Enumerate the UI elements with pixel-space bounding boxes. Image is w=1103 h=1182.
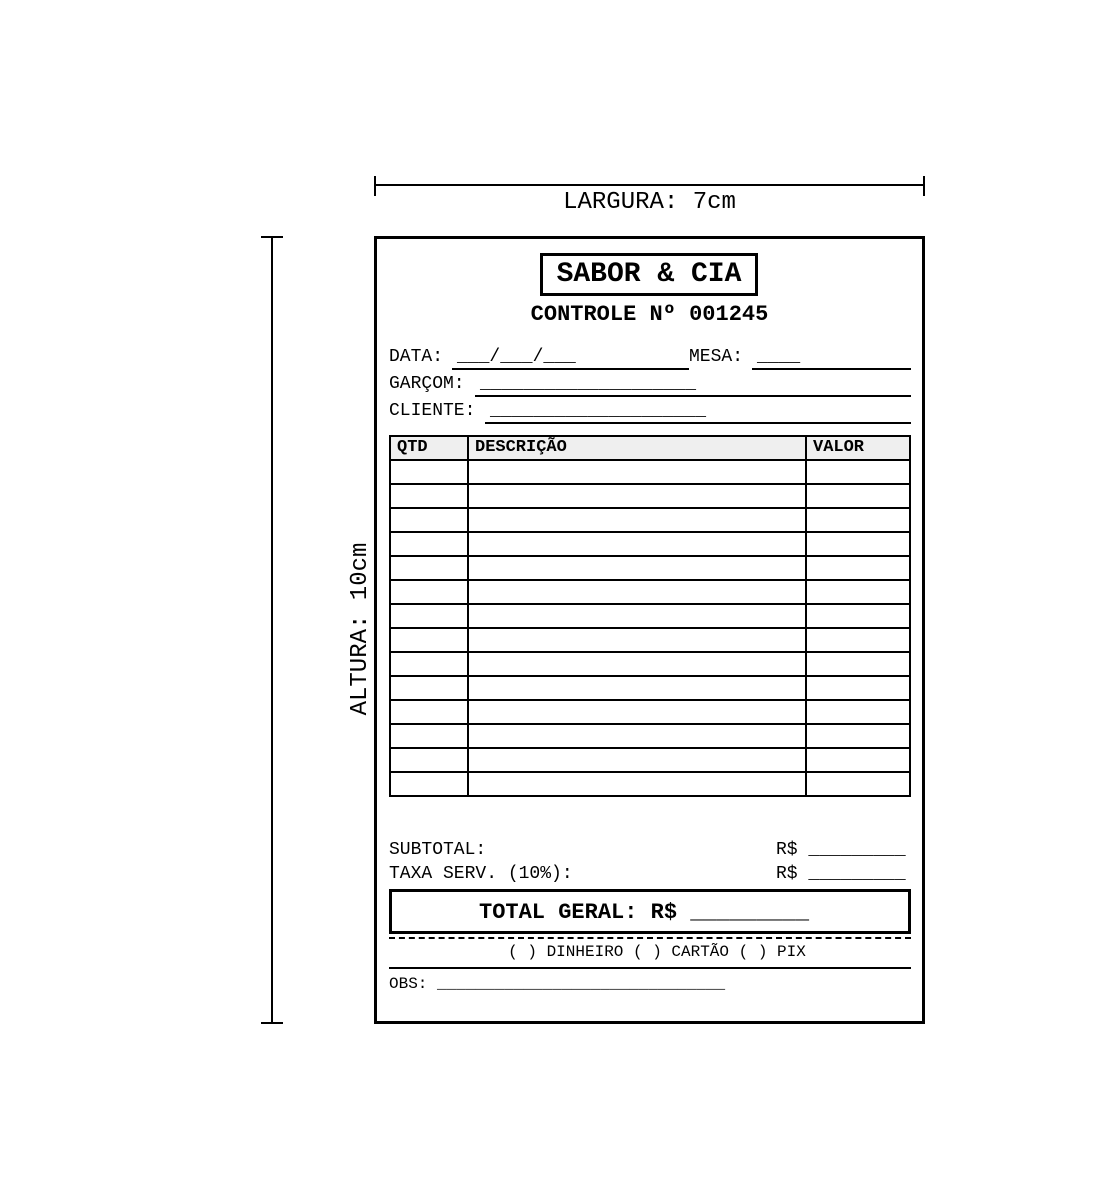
description-cell[interactable] xyxy=(468,532,806,556)
value-cell[interactable] xyxy=(806,652,910,676)
value-column-header: VALOR xyxy=(806,436,910,460)
qty-cell[interactable] xyxy=(390,532,468,556)
description-cell[interactable] xyxy=(468,484,806,508)
item-row[interactable] xyxy=(390,484,910,508)
height-dimension-arrow xyxy=(261,236,283,1024)
date-field[interactable]: ___/___/___ xyxy=(457,347,576,367)
qty-cell[interactable] xyxy=(390,484,468,508)
service-fee-field[interactable]: R$ _________ xyxy=(776,864,906,884)
value-cell[interactable] xyxy=(806,508,910,532)
item-row[interactable] xyxy=(390,460,910,484)
service-fee-label: TAXA SERV. (10%): xyxy=(389,864,573,884)
item-row[interactable] xyxy=(390,676,910,700)
qty-cell[interactable] xyxy=(390,460,468,484)
description-cell[interactable] xyxy=(468,580,806,604)
item-row[interactable] xyxy=(390,724,910,748)
height-dimension-tick-bottom xyxy=(261,1022,283,1024)
qty-cell[interactable] xyxy=(390,628,468,652)
item-row[interactable] xyxy=(390,532,910,556)
subtotal-label: SUBTOTAL: xyxy=(389,840,487,860)
description-cell[interactable] xyxy=(468,508,806,532)
item-row[interactable] xyxy=(390,772,910,796)
value-cell[interactable] xyxy=(806,580,910,604)
height-dimension-tick-top xyxy=(261,236,283,238)
items-header-row xyxy=(390,436,910,460)
waiter-field[interactable]: ____________________ xyxy=(480,374,697,394)
qty-cell[interactable] xyxy=(390,676,468,700)
description-column-header: DESCRIÇÃO xyxy=(468,436,806,460)
value-cell[interactable] xyxy=(806,724,910,748)
value-cell[interactable] xyxy=(806,748,910,772)
brand-name: SABOR & CIA xyxy=(540,253,758,296)
item-row[interactable] xyxy=(390,508,910,532)
date-underline xyxy=(452,368,689,370)
height-dimension-label: ALTURA: 10cm xyxy=(347,542,374,716)
table-label: MESA: xyxy=(689,347,744,367)
qty-cell[interactable] xyxy=(390,556,468,580)
description-cell[interactable] xyxy=(468,604,806,628)
qty-cell[interactable] xyxy=(390,604,468,628)
qty-cell[interactable] xyxy=(390,652,468,676)
date-label: DATA: xyxy=(389,347,444,367)
value-cell[interactable] xyxy=(806,460,910,484)
dashed-divider xyxy=(389,937,911,939)
waiter-label: GARÇOM: xyxy=(389,374,465,394)
description-cell[interactable] xyxy=(468,700,806,724)
value-cell[interactable] xyxy=(806,556,910,580)
waiter-underline xyxy=(475,395,911,397)
client-field[interactable]: ____________________ xyxy=(490,401,707,421)
description-cell[interactable] xyxy=(468,628,806,652)
value-cell[interactable] xyxy=(806,772,910,796)
total-box xyxy=(389,889,911,934)
client-label: CLIENTE: xyxy=(389,401,476,421)
client-underline xyxy=(485,422,911,424)
description-cell[interactable] xyxy=(468,676,806,700)
payment-options[interactable]: ( ) DINHEIRO ( ) CARTÃO ( ) PIX xyxy=(508,943,806,961)
item-row[interactable] xyxy=(390,748,910,772)
qty-cell[interactable] xyxy=(390,748,468,772)
value-cell[interactable] xyxy=(806,604,910,628)
description-cell[interactable] xyxy=(468,460,806,484)
description-cell[interactable] xyxy=(468,724,806,748)
qty-cell[interactable] xyxy=(390,580,468,604)
table-field[interactable]: ____ xyxy=(757,347,801,367)
width-dimension-line xyxy=(374,184,925,186)
item-row[interactable] xyxy=(390,700,910,724)
item-row[interactable] xyxy=(390,652,910,676)
description-cell[interactable] xyxy=(468,652,806,676)
qty-cell[interactable] xyxy=(390,724,468,748)
subtotal-field[interactable]: R$ _________ xyxy=(776,840,906,860)
value-cell[interactable] xyxy=(806,484,910,508)
value-cell[interactable] xyxy=(806,628,910,652)
description-cell[interactable] xyxy=(468,748,806,772)
value-cell[interactable] xyxy=(806,676,910,700)
item-row[interactable] xyxy=(390,556,910,580)
qty-column-header: QTD xyxy=(390,436,468,460)
height-dimension-line xyxy=(271,236,273,1024)
item-row[interactable] xyxy=(390,628,910,652)
qty-cell[interactable] xyxy=(390,700,468,724)
table-underline xyxy=(752,368,911,370)
item-row[interactable] xyxy=(390,580,910,604)
description-cell[interactable] xyxy=(468,772,806,796)
items-table xyxy=(389,435,911,797)
value-cell[interactable] xyxy=(806,532,910,556)
width-dimension-label: LARGURA: 7cm xyxy=(563,189,736,216)
description-cell[interactable] xyxy=(468,556,806,580)
total-field[interactable]: TOTAL GERAL: R$ _________ xyxy=(479,900,810,925)
item-row[interactable] xyxy=(390,604,910,628)
control-number: CONTROLE Nº 001245 xyxy=(530,302,769,327)
qty-cell[interactable] xyxy=(390,508,468,532)
solid-divider xyxy=(389,967,911,969)
qty-cell[interactable] xyxy=(390,772,468,796)
receipt xyxy=(374,236,925,1024)
obs-field[interactable]: OBS: ______________________________ xyxy=(389,975,726,993)
value-cell[interactable] xyxy=(806,700,910,724)
